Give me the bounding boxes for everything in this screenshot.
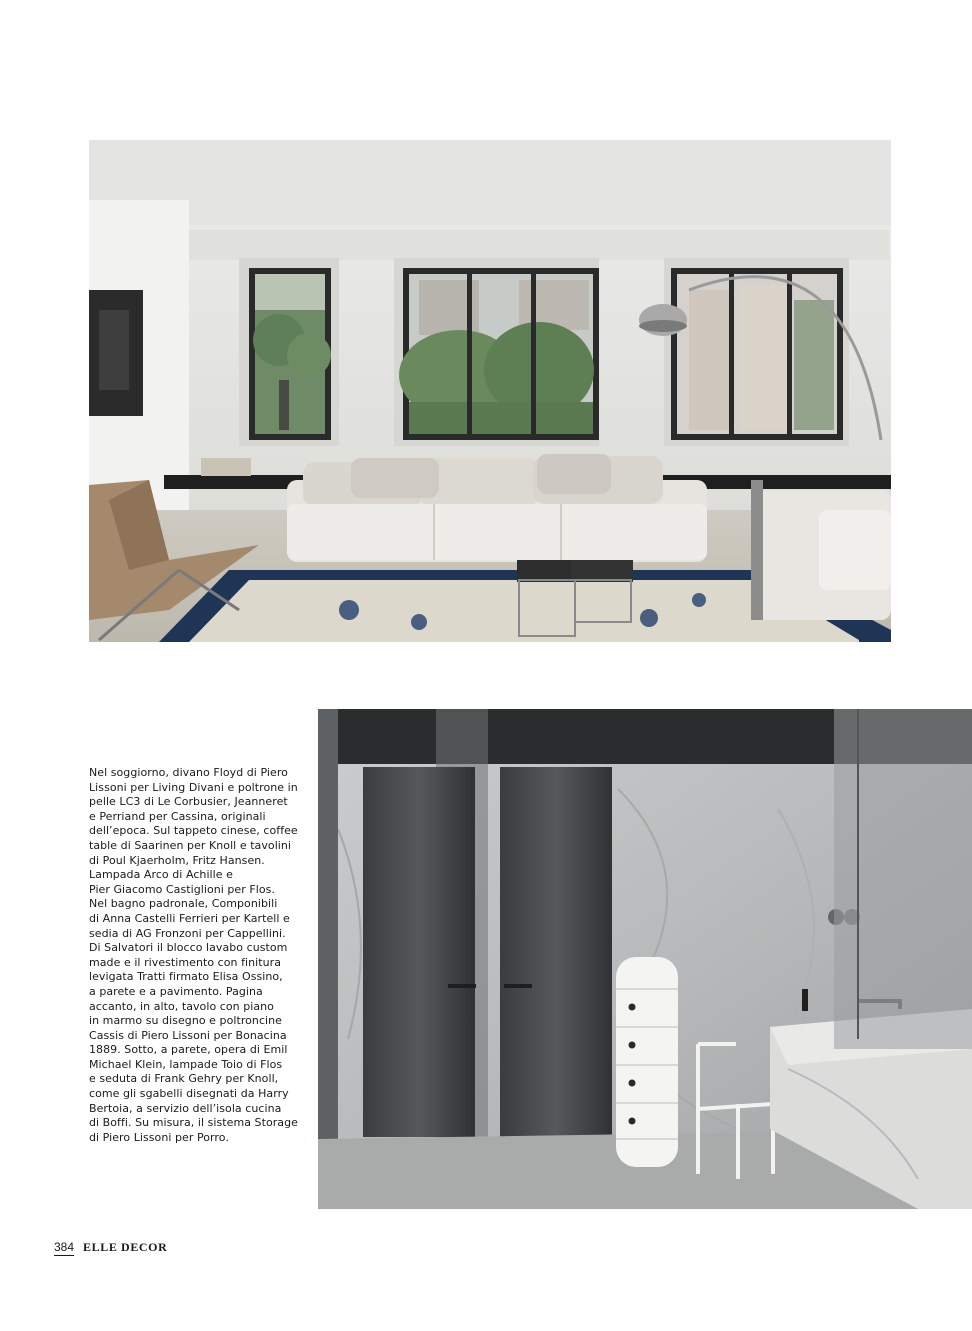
sofa (287, 454, 707, 562)
page-footer (54, 1240, 167, 1258)
caption-line: Lissoni per Living Divani e poltrone in (89, 780, 298, 794)
caption-line: come gli sgabelli disegnati da Harry (89, 1087, 289, 1101)
caption-line: dell’epoca. Sul tappeto cinese, coffee (89, 824, 298, 838)
caption-line: Nel bagno padronale, Componibili (89, 897, 278, 911)
coffee-table (517, 560, 573, 582)
living-room-photo (89, 140, 891, 642)
photo-caption (89, 766, 311, 1145)
caption-line: di Poul Kjaerholm, Fritz Hansen. (89, 853, 265, 867)
caption-line: di Piero Lissoni per Porro. (89, 1130, 229, 1144)
caption-line: di Boffi. Su misura, il sistema Storage (89, 1116, 298, 1130)
caption-line: di Anna Castelli Ferrieri per Kartell e (89, 911, 290, 925)
caption-line: Bertoia, a servizio dell’isola cucina (89, 1101, 282, 1115)
caption-line: pelle LC3 di Le Corbusier, Jeanneret (89, 795, 288, 809)
caption-line: table di Saarinen per Knoll e tavolini (89, 838, 292, 852)
caption-line: a parete e a pavimento. Pagina (89, 984, 263, 998)
glass-door-left (363, 767, 476, 1137)
caption-line: in marmo su disegno e poltroncine (89, 1014, 282, 1028)
caption-line: accanto, in alto, tavolo con piano (89, 999, 274, 1013)
caption-line: Lampada Arco di Achille e (89, 868, 233, 882)
left-window (249, 268, 331, 440)
armchair (751, 480, 891, 620)
caption-line: e Perriand per Cassina, originali (89, 809, 266, 823)
caption-line: sedia di AG Fronzoni per Cappellini. (89, 926, 286, 940)
page-number: 384 (54, 1240, 75, 1254)
caption-line: Cassis di Piero Lissoni per Bonacina (89, 1028, 287, 1042)
caption-line: Michael Klein, lampade Toio di Flos (89, 1057, 283, 1071)
caption-line: Di Salvatori il blocco lavabo custom (89, 941, 288, 955)
caption-line: Pier Giacomo Castiglioni per Flos. (89, 882, 275, 896)
glass-door-right (500, 767, 612, 1137)
caption-line: Nel soggiorno, divano Floyd di Piero (89, 766, 288, 779)
center-window (399, 268, 599, 440)
caption-line: 1889. Sotto, a parete, opera di Emil (89, 1043, 288, 1057)
caption-line: made e il rivestimento con finitura (89, 955, 282, 969)
mirror (834, 709, 972, 1049)
living-room-illustration (89, 140, 891, 642)
bathroom-illustration (318, 709, 972, 1209)
bathroom-photo (318, 709, 972, 1209)
caption-line: e seduta di Frank Gehry per Knoll, (89, 1072, 279, 1086)
round-storage-unit (616, 957, 678, 1167)
caption-line: levigata Tratti firmato Elisa Ossino, (89, 970, 283, 984)
right-window (671, 268, 843, 440)
magazine-name: ELLE DECOR (83, 1240, 168, 1254)
